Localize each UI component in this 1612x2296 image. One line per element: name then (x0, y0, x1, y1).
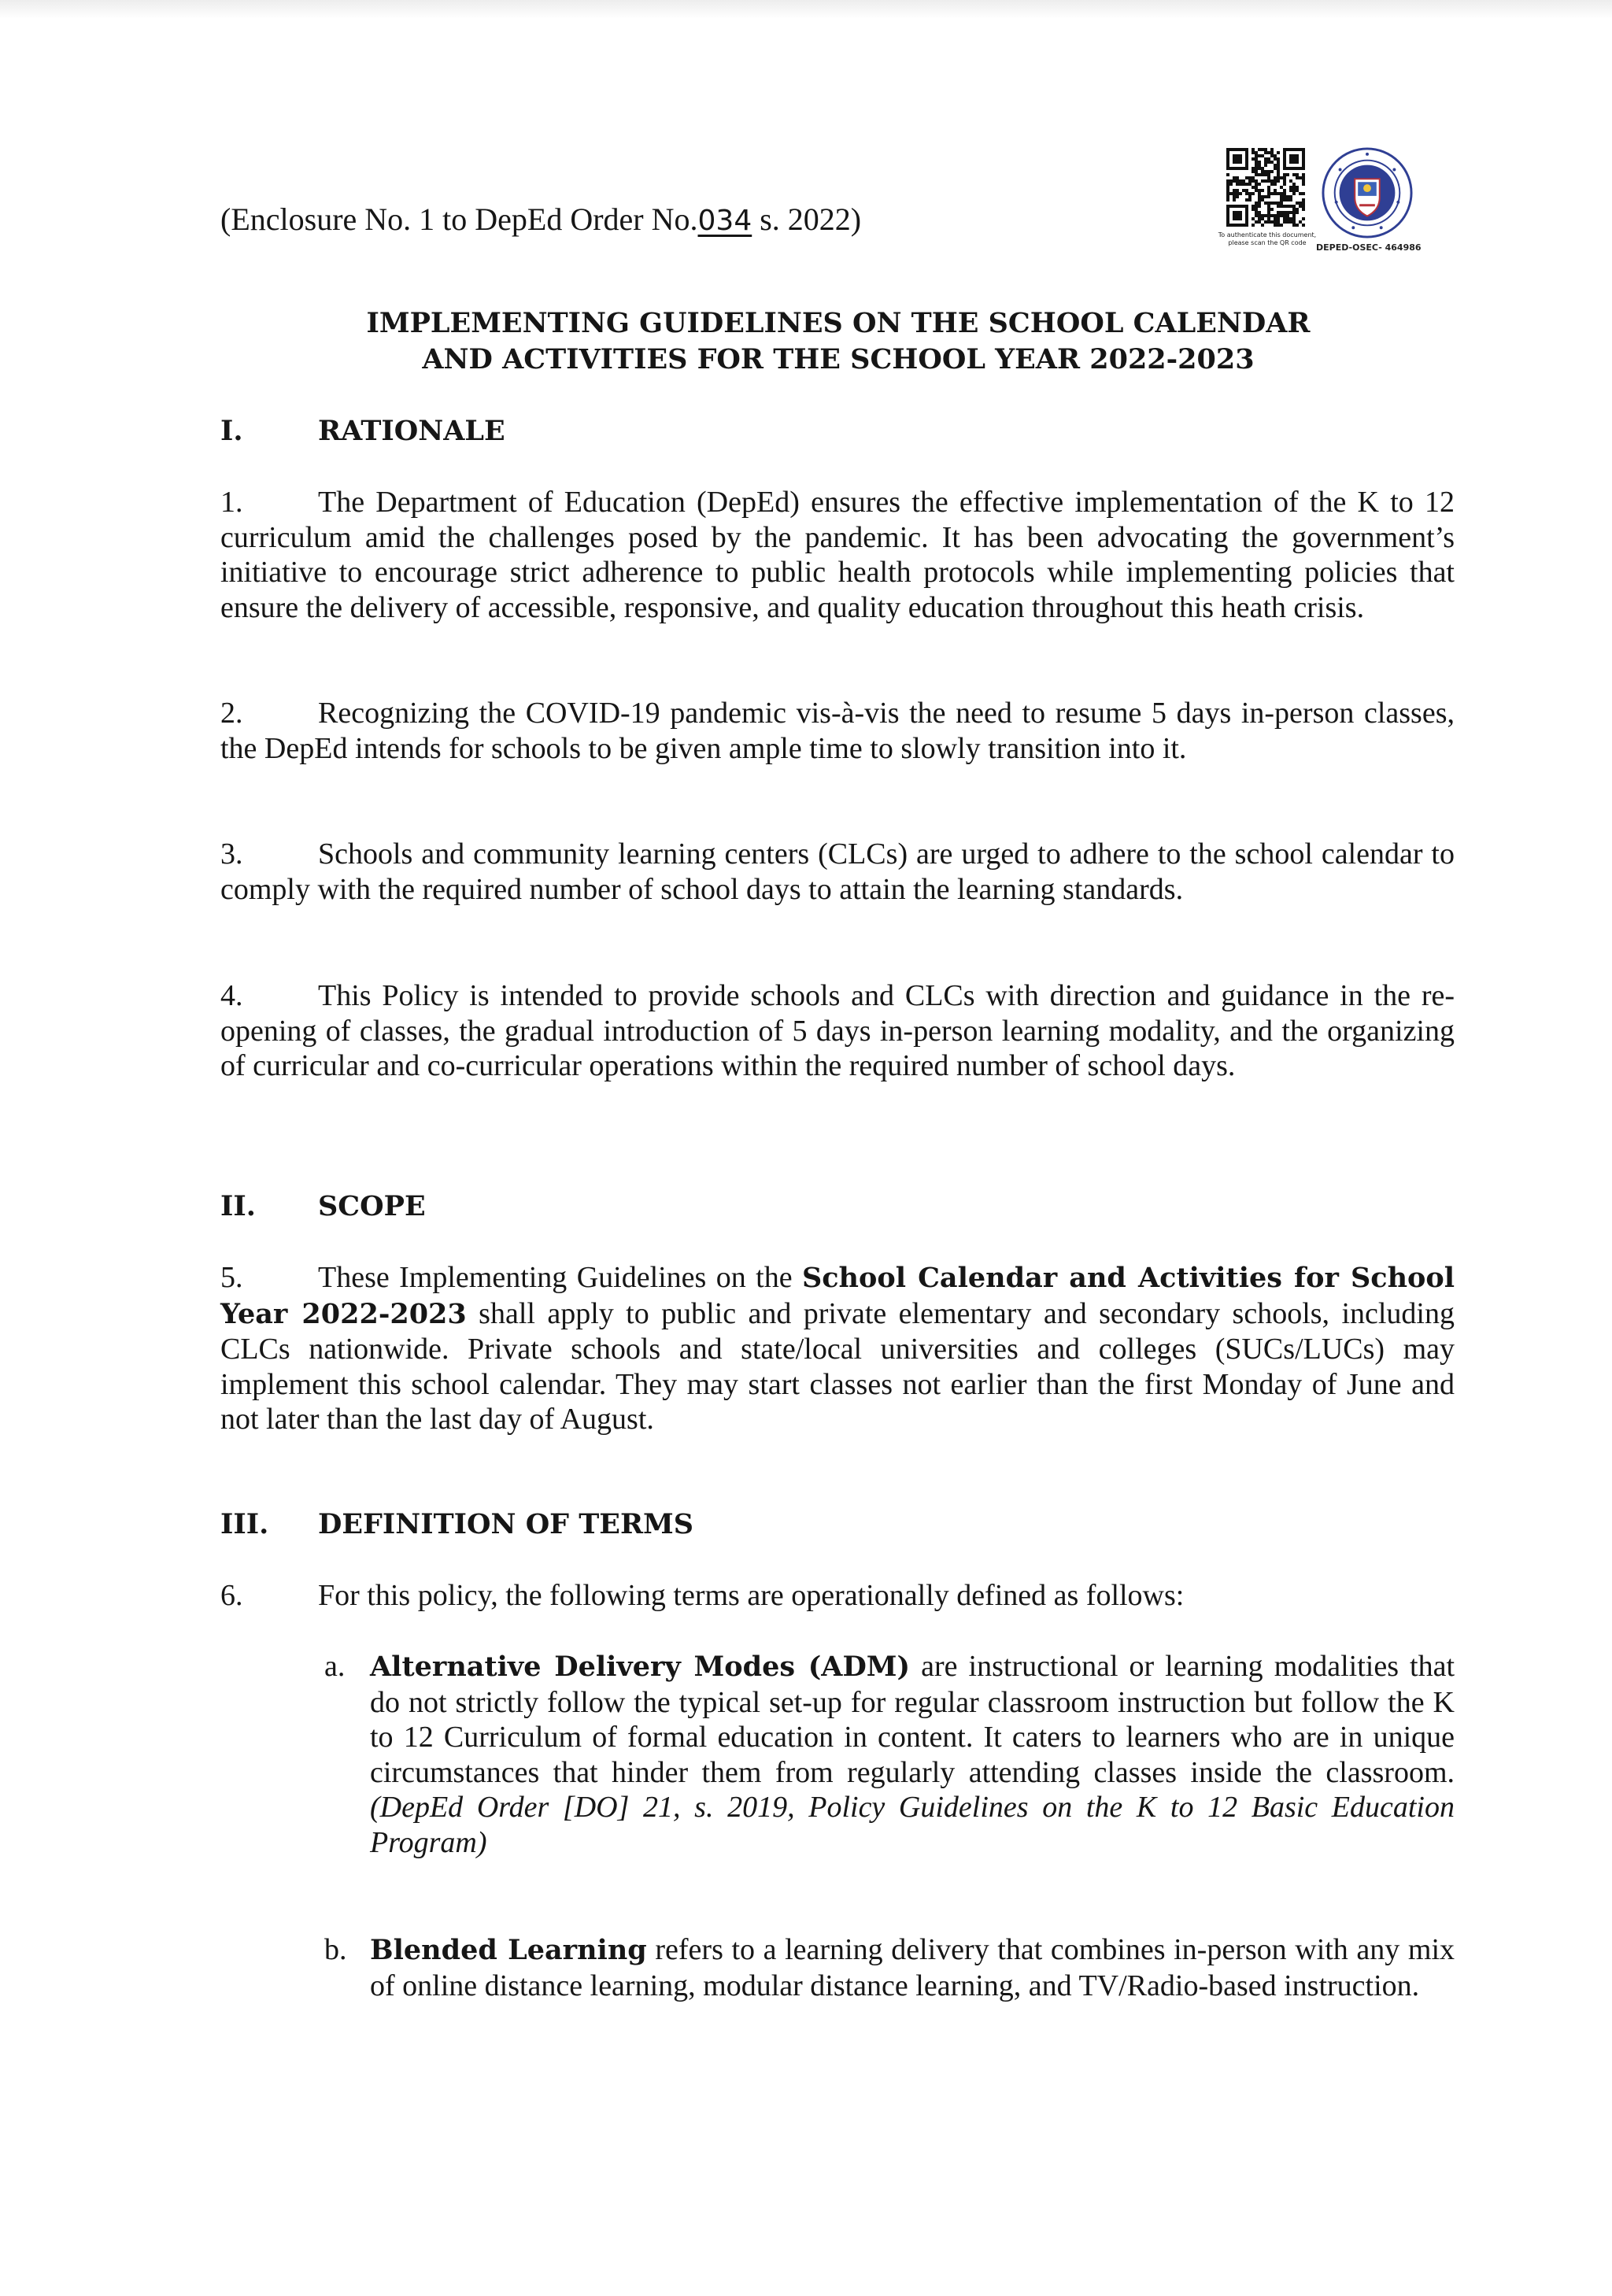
enclosure-reference: (Enclosure No. 1 to DepEd Order No.034 s. 2022) (220, 202, 862, 237)
term-name: Alternative Delivery Modes (ADM) (370, 1651, 911, 1683)
term-blended-learning: b. Blended Learning refers to a learning delivery that combines in-person with any mix of online distance learning, modular distance learning, and TV/Radio-based instruction. (324, 1933, 1455, 2002)
qr-caption: To authenticate this document, please scan the QR code (1218, 231, 1317, 246)
section-heading-rationale: I. RATIONALE (220, 415, 505, 447)
paragraph-2: 2. Recognizing the COVID-19 pandemic vis-à-vis the need to resume 5 days in-person classes, the DepEd intends for schools to be given ample time to slowly transition into it. (220, 697, 1455, 765)
term-citation: (DepEd Order [DO] 21, s. 2019, Policy Guidelines on the K to 12 Basic Education Program) (370, 1791, 1455, 1859)
paragraph-5: 5. These Implementing Guidelines on the School Calendar and Activities for School Year 2022-2023 shall apply to public and private elementary and secondary schools, including CLCs nationwide. Private schools and state/local universities and colleges (SUCs/LUCs) may implement this school calendar. They may start classes not earlier than the first Monday of June and not later than the last day of August. (220, 1261, 1455, 1436)
qr-code-icon (1226, 148, 1305, 227)
paragraph-4: 4. This Policy is intended to provide schools and CLCs with direction and guidance in the re-opening of classes, the gradual introduction of 5 days in-person learning modality, and the organizing of curricular and co-curricular operations within the required number of school days. (220, 979, 1455, 1083)
scan-edge-shadow (0, 0, 1612, 19)
deped-seal-icon (1321, 146, 1414, 239)
paragraph-1: 1. The Department of Education (DepEd) ensures the effective implementation of the K to 12 curriculum amid the challenges posed by the pandemic. It has been advocating the government’s initiative to encourage strict adherence to public health protocols while implementing policies that ensure the delivery of accessible, responsive, and quality education throughout this heath crisis. (220, 486, 1455, 624)
paragraph-3: 3. Schools and community learning centers (CLCs) are urged to adhere to the school calendar to comply with the required number of school days to attain the learning standards. (220, 837, 1455, 906)
page-title: IMPLEMENTING GUIDELINES ON THE SCHOOL CALENDAR AND ACTIVITIES FOR THE SCHOOL YEAR 2022-2023 (366, 307, 1311, 375)
order-number: 034 (697, 205, 752, 237)
authentication-stamp (1217, 146, 1422, 257)
term-adm: a. Alternative Delivery Modes (ADM) are instructional or learning modalities that do not strictly follow the typical set-up for regular classroom instruction but follow the K to 12 Curriculum of formal education in content. It caters to learners who are in unique circumstances that hinder them from regularly attending classes inside the classroom. (DepEd Order [DO] 21, s. 2019, Policy Guidelines on the K to 12 Basic Education Program) (324, 1650, 1455, 1859)
emphasis-school-calendar: School Calendar and Activities for School Year 2022-2023 (220, 1262, 1455, 1330)
paragraph-6: 6. For this policy, the following terms are operationally defined as follows: (220, 1579, 1185, 1612)
document-code: DEPED-OSEC- 464986 (1316, 242, 1422, 253)
section-heading-definitions: III. DEFINITION OF TERMS (220, 1508, 694, 1540)
section-heading-scope: II. SCOPE (220, 1190, 426, 1222)
term-name: Blended Learning (370, 1934, 647, 1966)
